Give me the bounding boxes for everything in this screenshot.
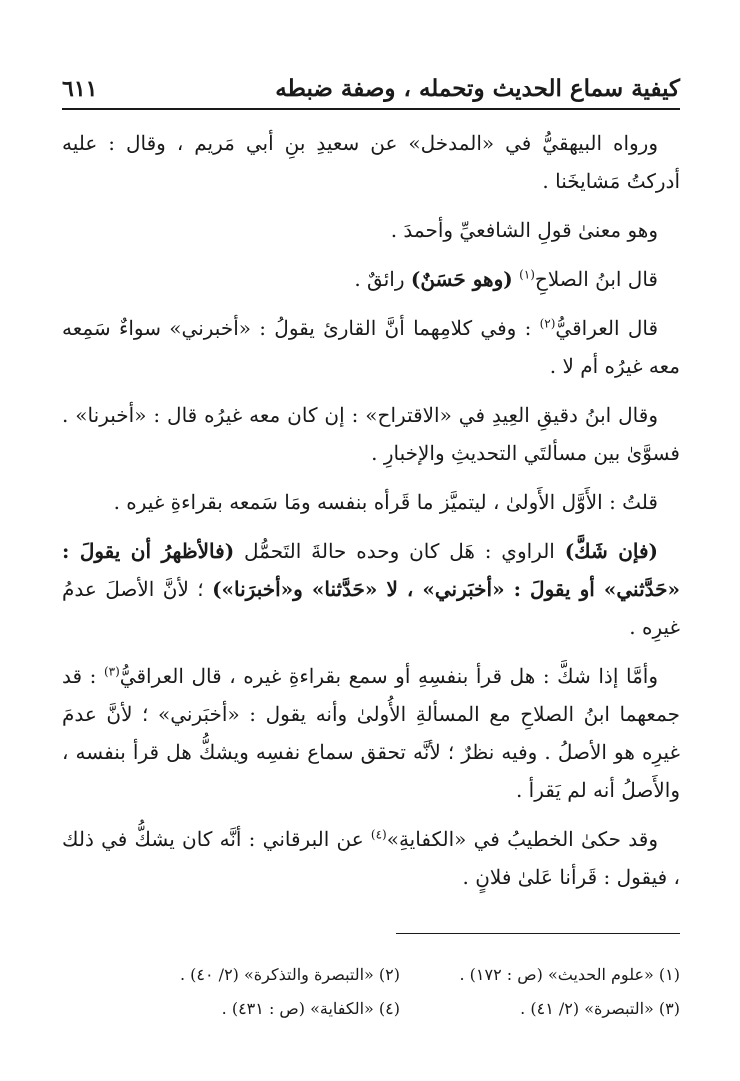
footnote-ref-4: (٤) [370,827,387,842]
page-number: ٦١١ [62,76,98,102]
footnote-3: (٣) «التبصرة» (٢/ ٤١) . [520,999,680,1018]
main-text [62,124,680,907]
paragraph-7-text: الراوي : هَل كان وحده حالةَ التَحمُّل [234,539,565,563]
paragraph-7-tail: ؛ لأنَّ الأصلَ عدمُ غيرِه . [62,577,680,639]
paragraph-8 [62,657,680,809]
paragraph-2: وهو معنىٰ قولِ الشافعيِّ وأحمدَ . [390,218,658,242]
paragraph-9-tail: عن البرقاني : أنَّه كان يشكُّ في ذلك ، فيقول : قَرأنا عَلىٰ فلانٍ . [62,827,680,889]
paragraph-5: وقال ابنُ دقيقِ العِيدِ في «الاقتراح» : إن كان معه غيرُه قال : «أخبرنا» . فسوَّىٰ بين مسألتَي التحديثِ والإخبارِ . [62,403,680,465]
paragraph-1: ورواه البيهقيُّ في «المدخل» عن سعيدِ بنِ أبي مَريم ، وقال : عليه أدركتُ مَشايخَنا . [62,131,680,193]
footnote-1: (١) «علوم الحديث» (ص : ١٧٢) . [459,965,680,984]
paragraph-7-bold-b: (فالأظهرُ أن يقولَ : «حَدَّثني» أو يقولَ : «أخبَرني» ، لا «حَدَّثنا» و«أخبرَنا») [62,539,680,601]
paragraph-3-bold: (وهو حَسَنٌ) [410,267,513,291]
paragraph-6: قلتُ : الأَوَّل الأَولىٰ ، ليتميَّز ما قَرأه بنفسه ومَا سَمعه بقراءةِ غيره . [113,490,658,514]
footnote-divider [396,933,680,934]
footnote-ref-2: (٢) [539,316,556,331]
footnote-row-2 [120,992,680,1026]
footnote-ref-3: (٣) [103,664,120,679]
footnote-ref-1: (١) [519,267,535,282]
footnote-4: (٤) «الكفاية» (ص : ٤٣١) . [221,999,400,1018]
paragraph-9 [62,820,680,896]
paragraph-3-tail: رائقٌ . [354,267,411,291]
paragraph-9-text: وقد حكىٰ الخطيبُ في «الكفايةِ» [386,827,658,851]
paragraph-3-text: قال ابنُ الصلاحِ [534,267,658,291]
paragraph-4-text: قال العراقيُّ [555,316,659,340]
paragraph-8-text: وأمَّا إذا شكَّ : هل قرأ بنفسِهِ أو سمع بقراءةِ غيره ، قال العراقيُّ [119,664,658,688]
page-header [62,62,680,110]
paragraph-8-tail: : قد جمعهما ابنُ الصلاحِ مع المسألةِ الأُولىٰ وأنه يقول : «أخبَرني» ؛ لأنَّ عدمَ غيرِه هو الأصلُ . وفيه نظرٌ ؛ لأنَّه تحقق سماع نفسِه ويشكُّ هل قرأ بنفسه ، والأَصلُ أنه لم يَقرأ . [62,664,680,802]
paragraph-4 [62,309,680,385]
footnote-row-1 [120,958,680,992]
footnote-2: (٢) «التبصرة والتذكرة» (٢/ ٤٠) . [179,965,400,984]
paragraph-4-tail: : وفي كلامِهما أنَّ القارئ يقولُ : «أخبرني» سواءٌ سَمِعه معه غيرُه أم لا . [62,316,680,378]
paragraph-7-bold-a: (فإن شَكَّ) [564,539,659,563]
paragraph-7 [62,532,680,646]
paragraph-3 [62,260,680,298]
running-title: كيفية سماع الحديث وتحمله ، وصفة ضبطه [275,75,680,102]
footnotes [120,958,680,1026]
